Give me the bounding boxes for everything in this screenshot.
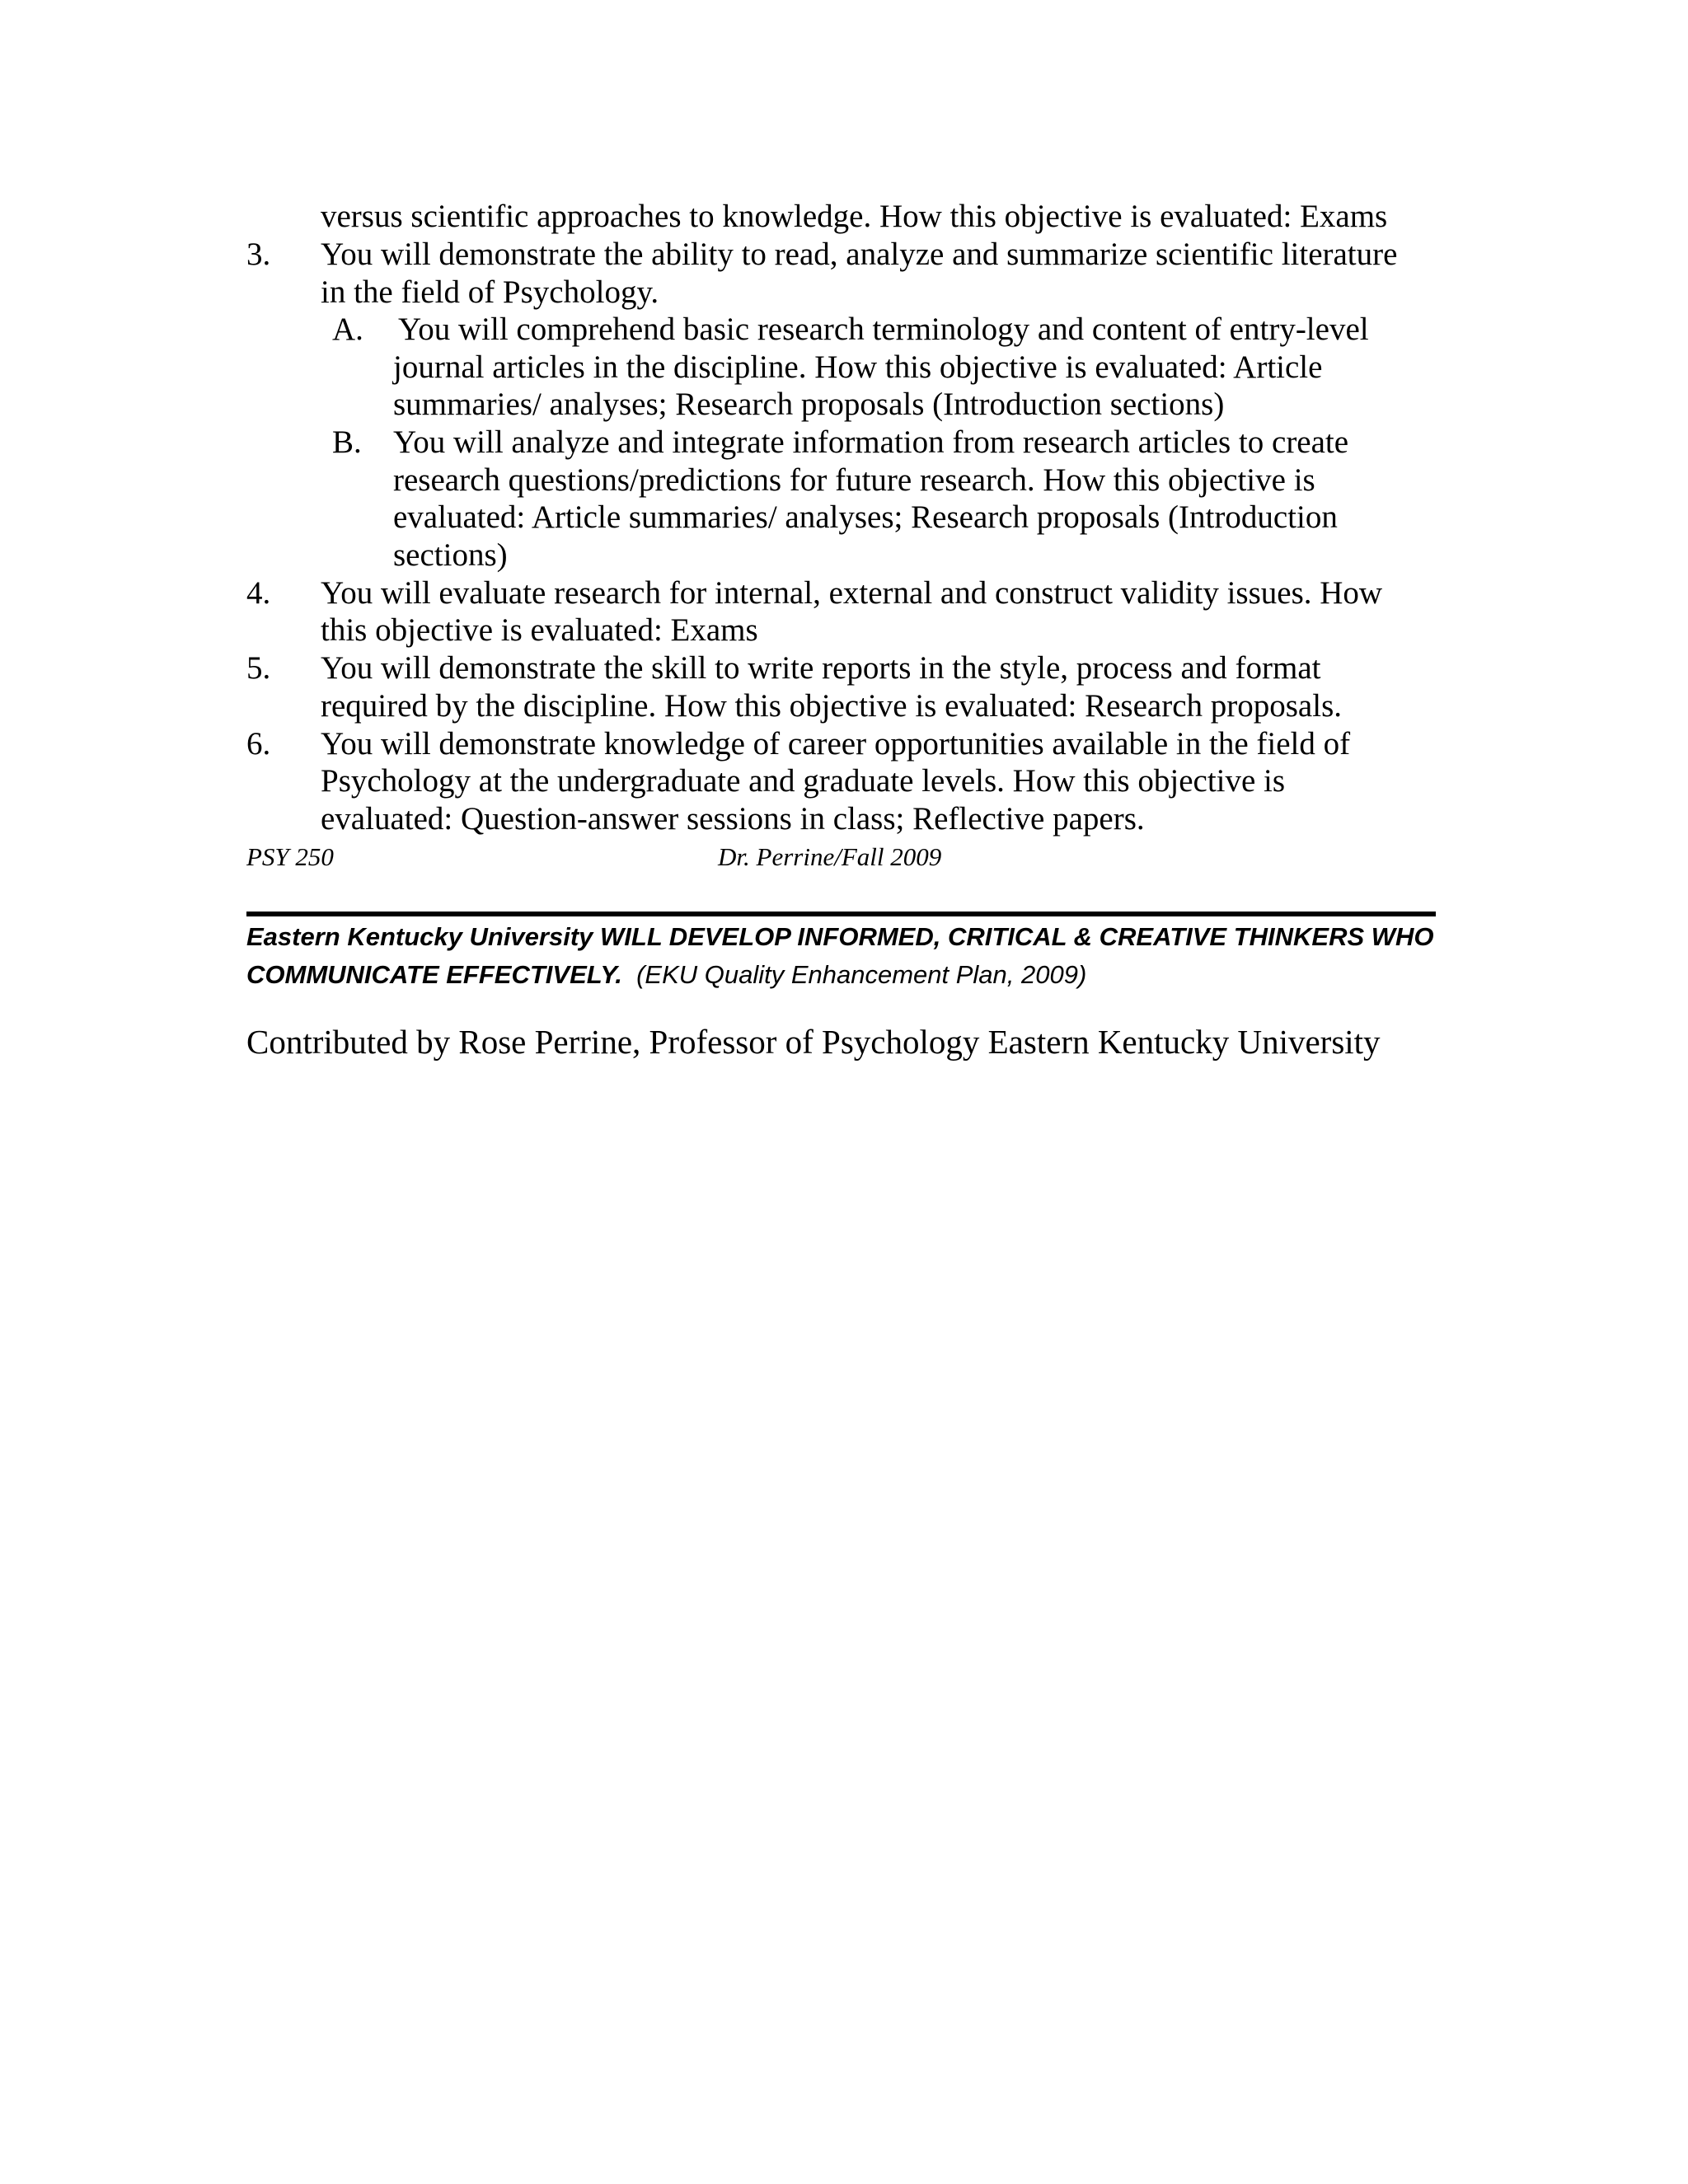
- objective-5-line-1: You will demonstrate the skill to write reports in the style, process and format: [321, 650, 1321, 686]
- objective-6-line-2: Psychology at the undergraduate and graduate levels. How this objective is: [321, 763, 1286, 799]
- footer-course: PSY 250: [246, 842, 334, 871]
- qep-statement-line-1: [246, 918, 1434, 955]
- qep-statement-line-2: [246, 956, 1086, 993]
- objective-3-number: 3.: [246, 237, 271, 272]
- qep-citation: (EKU Quality Enhancement Plan, 2009): [636, 960, 1087, 989]
- objective-5-number: 5.: [246, 650, 271, 686]
- objective-3b-line-4: sections): [393, 537, 508, 573]
- qep-statement-bold-1: Eastern Kentucky University WILL DEVELOP INFORMED, CRITICAL & CREATIVE THINKERS WHO: [246, 922, 1434, 951]
- objective-3-line-2: in the field of Psychology.: [321, 274, 659, 310]
- objective-3a-letter: A.: [332, 312, 363, 347]
- objective-6-line-1: You will demonstrate knowledge of career opportunities available in the field of: [321, 726, 1351, 762]
- footer-instructor: Dr. Perrine/Fall 2009: [718, 842, 942, 871]
- objective-3b-line-2: research questions/predictions for future research. How this objective is: [393, 462, 1315, 498]
- objective-6-number: 6.: [246, 726, 271, 762]
- objective-4-line-2: this objective is evaluated: Exams: [321, 612, 758, 648]
- objective-3b-line-3: evaluated: Article summaries/ analyses; Research proposals (Introduction: [393, 499, 1338, 535]
- objective-5-line-2: required by the discipline. How this objective is evaluated: Research proposals.: [321, 688, 1342, 724]
- objective-continuation-line: versus scientific approaches to knowledge. How this objective is evaluated: Exams: [321, 199, 1388, 234]
- objective-3a-line-2: journal articles in the discipline. How this objective is evaluated: Article: [393, 349, 1323, 385]
- objective-6-line-3: evaluated: Question-answer sessions in class; Reflective papers.: [321, 801, 1145, 837]
- objective-4-line-1: You will evaluate research for internal, external and construct validity issues. How: [321, 575, 1383, 611]
- contributor-credit: Contributed by Rose Perrine, Professor of Psychology Eastern Kentucky University: [246, 1023, 1381, 1061]
- objective-3b-line-1: You will analyze and integrate information from research articles to create: [393, 424, 1349, 460]
- objective-3a-line-1: You will comprehend basic research terminology and content of entry-level: [398, 312, 1369, 347]
- objective-3-line-1: You will demonstrate the ability to read, analyze and summarize scientific literature: [321, 237, 1398, 272]
- objective-3a-line-3: summaries/ analyses; Research proposals (Introduction sections): [393, 387, 1225, 422]
- objective-3b-letter: B.: [332, 424, 362, 460]
- qep-statement-bold-2: COMMUNICATE EFFECTIVELY.: [246, 960, 622, 989]
- objective-4-number: 4.: [246, 575, 271, 611]
- horizontal-rule: [246, 912, 1436, 916]
